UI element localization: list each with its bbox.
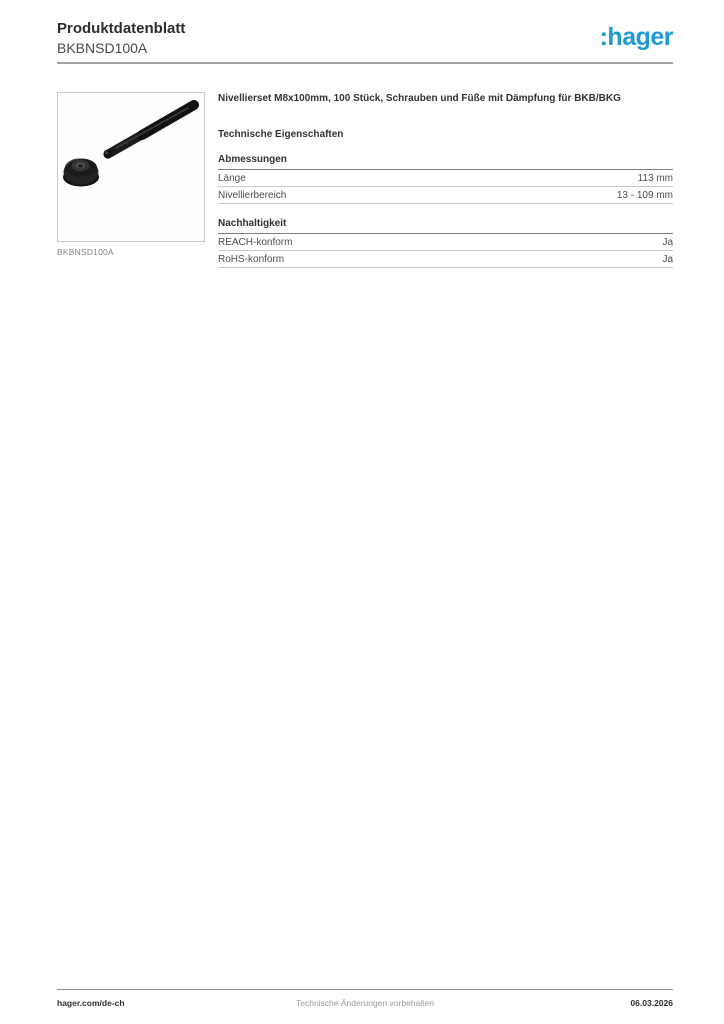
footer-row <box>57 998 673 1008</box>
group-title: Abmessungen <box>218 154 673 170</box>
product-image-column <box>57 92 205 257</box>
spec-label: Länge <box>218 173 246 185</box>
spec-value: 113 mm <box>637 173 673 185</box>
header-divider <box>57 62 673 64</box>
spec-label: Nivellierbereich <box>218 190 287 202</box>
spec-group-dimensions <box>218 154 673 204</box>
spec-value: Ja <box>662 237 673 249</box>
header <box>57 20 673 57</box>
footer <box>57 989 673 1008</box>
tech-properties-heading: Technische Eigenschaften <box>218 129 344 141</box>
page-title: Produktdatenblatt <box>57 20 186 37</box>
image-caption: BKBNSD100A <box>57 246 114 257</box>
hager-logo: :hager <box>599 23 673 51</box>
product-image <box>57 92 205 242</box>
main-content <box>57 92 673 269</box>
header-titles <box>57 20 185 57</box>
spec-group-sustainability <box>218 218 673 268</box>
footer-website: hager.com/de-ch <box>57 998 125 1008</box>
product-photo-icon <box>58 93 205 242</box>
spec-value: Ja <box>662 254 673 266</box>
spec-row <box>218 187 673 204</box>
spec-row <box>218 251 673 268</box>
product-description: Nivellierset M8x100mm, 100 Stück, Schrauben und Füße mit Dämpfung für BKB/BKG <box>218 92 621 104</box>
spec-label: RoHS-konform <box>218 254 285 266</box>
spec-row <box>218 234 673 251</box>
footer-divider <box>57 989 673 990</box>
spec-row <box>218 170 673 187</box>
footer-date: 06.03.2026 <box>630 998 673 1008</box>
footer-disclaimer: Technische Änderungen vorbehalten <box>295 998 434 1008</box>
product-reference: BKBNSD100A <box>57 39 148 56</box>
specs-column <box>218 92 673 269</box>
spec-label: REACH-konform <box>218 237 293 249</box>
spec-value: 13 - 109 mm <box>616 190 673 202</box>
group-title: Nachhaltigkeit <box>218 218 673 234</box>
